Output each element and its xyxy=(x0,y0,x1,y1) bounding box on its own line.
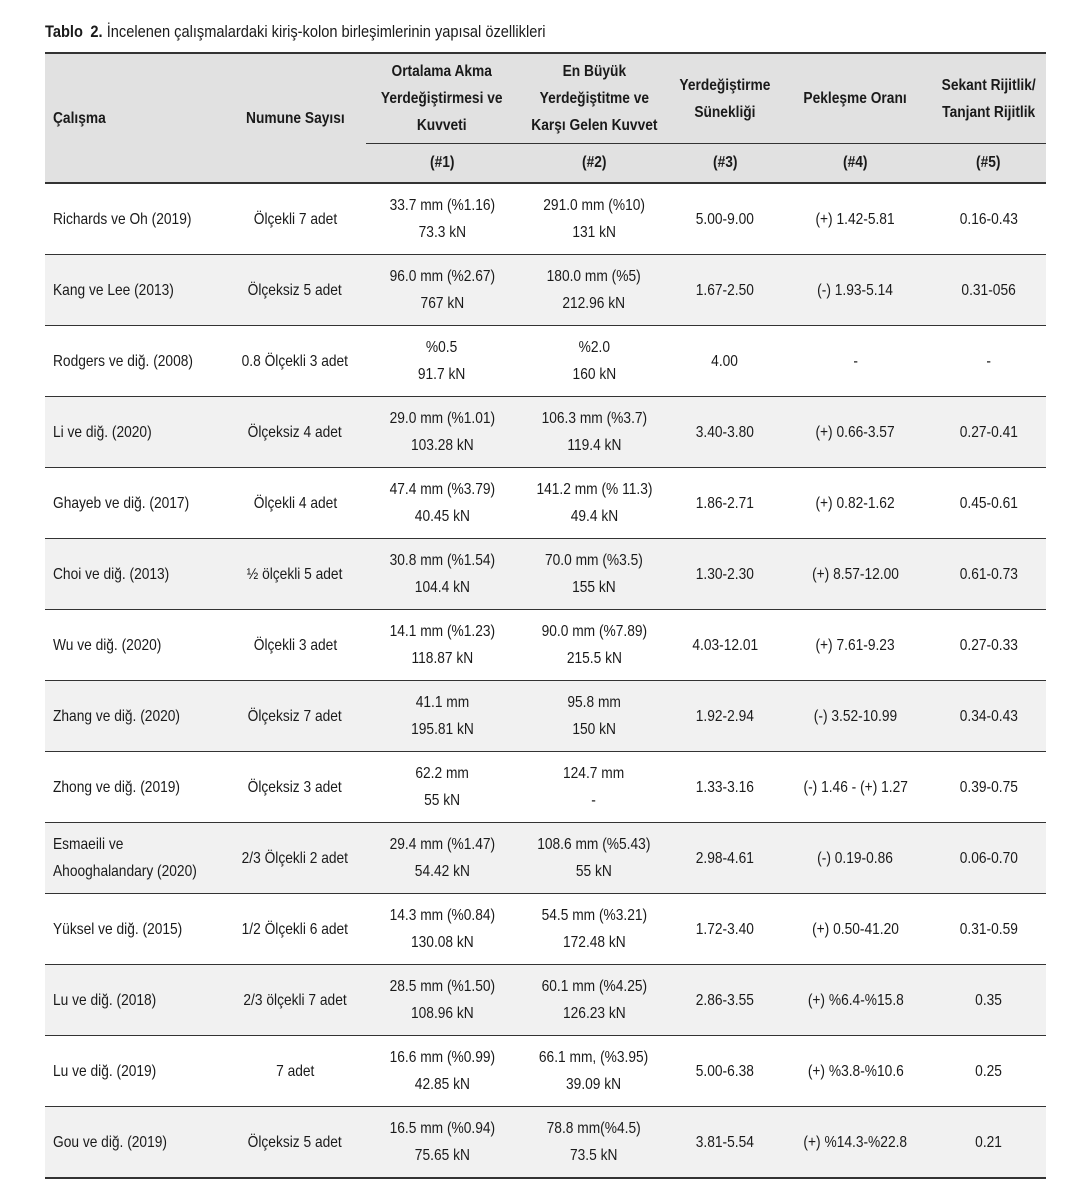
cell-line: 2.98-4.61 xyxy=(695,849,755,867)
header-code-label: (#5) xyxy=(976,154,1001,171)
cell-max-displacement xyxy=(518,823,670,894)
cell-stiffness-ratio xyxy=(931,255,1046,326)
header-line: Yerdeğiştirme xyxy=(679,76,771,94)
cell-line: Wu ve diğ. (2020) xyxy=(53,636,162,654)
cell-avg-yield xyxy=(366,1107,518,1179)
cell-hardening-ratio xyxy=(780,255,931,326)
cell-stiffness-ratio xyxy=(931,397,1046,468)
cell-avg-yield xyxy=(366,326,518,397)
cell-line: 0.34-0.43 xyxy=(959,707,1018,725)
table-row xyxy=(45,539,1046,610)
cell-line: 0.45-0.61 xyxy=(959,494,1018,512)
header-stiffness-ratio xyxy=(931,53,1046,144)
cell-line: 0.31-056 xyxy=(961,281,1016,299)
cell-line: 215.5 kN xyxy=(566,650,622,667)
cell-line: 78.8 mm(%4.5) xyxy=(546,1120,642,1137)
cell-line: 0.25 xyxy=(975,1062,1002,1080)
cell-line: 1.72-3.40 xyxy=(695,920,755,938)
cell-line: 30.8 mm (%1.54) xyxy=(389,552,495,569)
cell-avg-yield xyxy=(366,681,518,752)
cell-hardening-ratio xyxy=(780,1107,931,1179)
header-code xyxy=(931,144,1046,184)
cell-line: 108.6 mm (%5.43) xyxy=(537,836,651,853)
cell-stiffness-ratio xyxy=(931,183,1046,255)
cell-line: Lu ve diğ. (2019) xyxy=(53,1062,157,1080)
cell-ductility xyxy=(670,1036,780,1107)
cell-line: 5.00-9.00 xyxy=(695,210,755,228)
cell-line: 47.4 mm (%3.79) xyxy=(389,481,495,498)
table-row xyxy=(45,752,1046,823)
cell-line: 104.4 kN xyxy=(414,579,470,596)
cell-line: %2.0 xyxy=(578,339,610,356)
cell-hardening-ratio xyxy=(780,894,931,965)
header-code-label: (#4) xyxy=(843,154,868,171)
cell-line: - xyxy=(853,352,858,370)
cell-specimens xyxy=(224,610,366,681)
cell-avg-yield xyxy=(366,752,518,823)
cell-line: - xyxy=(986,352,991,370)
cell-line: Yüksel ve diğ. (2015) xyxy=(53,920,183,938)
cell-hardening-ratio xyxy=(780,539,931,610)
header-avg-yield xyxy=(366,53,518,144)
cell-line: 73.5 kN xyxy=(570,1147,618,1164)
header-max-displacement xyxy=(518,53,670,144)
header-code-label: (#3) xyxy=(712,154,738,171)
cell-line: 141.2 mm (% 11.3) xyxy=(536,481,652,498)
cell-stiffness-ratio xyxy=(931,752,1046,823)
header-line: Çalışma xyxy=(53,109,106,127)
header-code-label: (#1) xyxy=(429,154,455,171)
cell-line: 118.87 kN xyxy=(411,650,473,667)
header-line: Yerdeğiştirmesi ve xyxy=(381,90,503,107)
cell-study xyxy=(45,681,224,752)
cell-stiffness-ratio xyxy=(931,894,1046,965)
table-row xyxy=(45,468,1046,539)
cell-max-displacement xyxy=(518,468,670,539)
cell-line: 767 kN xyxy=(420,295,464,312)
cell-line: 1/2 Ölçekli 6 adet xyxy=(241,920,349,938)
cell-line: (-) 1.46 - (+) 1.27 xyxy=(803,778,908,796)
cell-line: 95.8 mm xyxy=(567,694,621,711)
cell-line: 90.0 mm (%7.89) xyxy=(541,623,647,640)
cell-hardening-ratio xyxy=(780,1036,931,1107)
cell-line: Li ve diğ. (2020) xyxy=(53,423,152,441)
cell-line: (+) %14.3-%22.8 xyxy=(803,1133,908,1151)
cell-line: 212.96 kN xyxy=(562,295,626,312)
cell-line: 0.21 xyxy=(975,1133,1002,1151)
cell-specimens xyxy=(224,823,366,894)
cell-line: 1.67-2.50 xyxy=(695,281,755,299)
cell-line: 108.96 kN xyxy=(410,1005,474,1022)
cell-max-displacement xyxy=(518,752,670,823)
cell-line: 291.0 mm (%10) xyxy=(543,197,645,214)
cell-avg-yield xyxy=(366,894,518,965)
cell-line: 73.3 kN xyxy=(418,224,466,241)
table-row xyxy=(45,1107,1046,1179)
cell-line: 42.85 kN xyxy=(414,1076,470,1093)
cell-study xyxy=(45,326,224,397)
cell-line: Kang ve Lee (2013) xyxy=(53,281,174,299)
cell-line: (+) %6.4-%15.8 xyxy=(807,991,904,1009)
cell-specimens xyxy=(224,255,366,326)
cell-ductility xyxy=(670,255,780,326)
cell-line: 55 kN xyxy=(576,863,612,880)
cell-study xyxy=(45,183,224,255)
cell-line: 49.4 kN xyxy=(570,508,618,525)
cell-line: (-) 0.19-0.86 xyxy=(817,849,894,867)
header-row-titles xyxy=(45,53,1046,144)
cell-study xyxy=(45,397,224,468)
cell-line: (-) 3.52-10.99 xyxy=(813,707,898,725)
cell-stiffness-ratio xyxy=(931,823,1046,894)
cell-hardening-ratio xyxy=(780,468,931,539)
table-row xyxy=(45,326,1046,397)
cell-max-displacement xyxy=(518,681,670,752)
cell-line: 180.0 mm (%5) xyxy=(546,268,642,285)
cell-max-displacement xyxy=(518,397,670,468)
table-row xyxy=(45,397,1046,468)
cell-line: 119.4 kN xyxy=(566,437,622,454)
cell-line: Ölçekli 7 adet xyxy=(253,210,337,228)
header-line: Kuvveti xyxy=(417,117,467,134)
cell-line: 150 kN xyxy=(572,721,616,738)
cell-line: 28.5 mm (%1.50) xyxy=(389,978,495,995)
header-ductility xyxy=(670,53,780,144)
cell-line: Choi ve diğ. (2013) xyxy=(53,565,170,583)
cell-line: 131 kN xyxy=(572,224,616,241)
cell-specimens xyxy=(224,468,366,539)
cell-line: 1.86-2.71 xyxy=(695,494,755,512)
cell-avg-yield xyxy=(366,965,518,1036)
table-row xyxy=(45,823,1046,894)
header-line: Sekant Rijitlik/ xyxy=(941,76,1036,94)
cell-study xyxy=(45,752,224,823)
cell-max-displacement xyxy=(518,965,670,1036)
caption-text: İncelenen çalışmalardaki kiriş-kolon birleşimlerinin yapısal özellikleri xyxy=(106,22,546,41)
cell-avg-yield xyxy=(366,823,518,894)
cell-line: 60.1 mm (%4.25) xyxy=(541,978,647,995)
cell-line: 0.06-0.70 xyxy=(959,849,1018,867)
header-specimen-count xyxy=(224,53,366,183)
header-line: Tanjant Rijitlik xyxy=(941,103,1036,121)
cell-study xyxy=(45,539,224,610)
cell-line: Lu ve diğ. (2018) xyxy=(53,991,157,1009)
cell-max-displacement xyxy=(518,1107,670,1179)
table-caption xyxy=(45,22,545,42)
cell-specimens xyxy=(224,894,366,965)
cell-line: Ölçeksiz 7 adet xyxy=(247,707,343,725)
header-line: Numune Sayısı xyxy=(245,109,345,127)
cell-stiffness-ratio xyxy=(931,1107,1046,1179)
cell-stiffness-ratio xyxy=(931,539,1046,610)
header-line: Ortalama Akma xyxy=(391,63,493,80)
cell-line: Ölçekli 4 adet xyxy=(253,494,337,512)
table-row xyxy=(45,1036,1046,1107)
header-line: Karşı Gelen Kuvvet xyxy=(530,117,658,134)
cell-ductility xyxy=(670,752,780,823)
header-code xyxy=(780,144,931,184)
cell-hardening-ratio xyxy=(780,752,931,823)
cell-stiffness-ratio xyxy=(931,326,1046,397)
cell-hardening-ratio xyxy=(780,397,931,468)
cell-line: Esmaeili ve xyxy=(53,836,124,853)
cell-line: 0.39-0.75 xyxy=(959,778,1018,796)
cell-ductility xyxy=(670,610,780,681)
cell-specimens xyxy=(224,397,366,468)
cell-line: Ahooghalandary (2020) xyxy=(53,863,197,880)
cell-line: Ölçeksiz 5 adet xyxy=(247,1133,343,1151)
cell-stiffness-ratio xyxy=(931,965,1046,1036)
cell-line: Ölçeksiz 3 adet xyxy=(247,778,343,796)
cell-hardening-ratio xyxy=(780,610,931,681)
cell-ductility xyxy=(670,894,780,965)
cell-line: (+) 0.66-3.57 xyxy=(815,423,896,441)
cell-max-displacement xyxy=(518,255,670,326)
beam-column-connections-table xyxy=(45,52,1046,1179)
header-code xyxy=(670,144,780,184)
cell-line: 29.4 mm (%1.47) xyxy=(389,836,495,853)
cell-hardening-ratio xyxy=(780,681,931,752)
cell-line: 91.7 kN xyxy=(418,366,466,383)
cell-line: 0.31-0.59 xyxy=(959,920,1018,938)
header-hardening-ratio xyxy=(780,53,931,144)
header-code-label: (#2) xyxy=(581,154,607,171)
table-row xyxy=(45,965,1046,1036)
cell-line: Zhang ve diğ. (2020) xyxy=(53,707,180,725)
cell-hardening-ratio xyxy=(780,965,931,1036)
cell-hardening-ratio xyxy=(780,823,931,894)
caption-label: Tablo xyxy=(45,22,83,41)
cell-avg-yield xyxy=(366,468,518,539)
cell-avg-yield xyxy=(366,539,518,610)
cell-line: Ölçeksiz 4 adet xyxy=(247,423,343,441)
cell-line: 1.30-2.30 xyxy=(695,565,755,583)
cell-avg-yield xyxy=(366,610,518,681)
cell-line: 14.3 mm (%0.84) xyxy=(389,907,495,924)
cell-line: 3.81-5.54 xyxy=(695,1133,755,1151)
table-header xyxy=(45,53,1046,183)
cell-line: 130.08 kN xyxy=(410,934,474,951)
cell-line: 124.7 mm xyxy=(563,765,625,782)
table-row xyxy=(45,610,1046,681)
cell-line: 0.8 Ölçekli 3 adet xyxy=(241,352,349,370)
cell-line: Ghayeb ve diğ. (2017) xyxy=(53,494,190,512)
cell-line: 70.0 mm (%3.5) xyxy=(545,552,643,569)
cell-line: 126.23 kN xyxy=(562,1005,626,1022)
cell-specimens xyxy=(224,1036,366,1107)
cell-line: 2.86-3.55 xyxy=(695,991,755,1009)
cell-max-displacement xyxy=(518,326,670,397)
cell-study xyxy=(45,1036,224,1107)
cell-line: 7 adet xyxy=(275,1062,315,1080)
cell-specimens xyxy=(224,326,366,397)
cell-line: 0.61-0.73 xyxy=(959,565,1018,583)
cell-line: 39.09 kN xyxy=(566,1076,622,1093)
header-study xyxy=(45,53,224,183)
cell-ductility xyxy=(670,965,780,1036)
cell-line: Gou ve diğ. (2019) xyxy=(53,1133,167,1151)
cell-hardening-ratio xyxy=(780,183,931,255)
cell-line: (+) 0.82-1.62 xyxy=(815,494,896,512)
cell-avg-yield xyxy=(366,255,518,326)
cell-specimens xyxy=(224,1107,366,1179)
cell-line: 0.16-0.43 xyxy=(959,210,1018,228)
cell-line: 29.0 mm (%1.01) xyxy=(389,410,495,427)
cell-max-displacement xyxy=(518,610,670,681)
cell-line: 195.81 kN xyxy=(410,721,474,738)
cell-line: 0.27-0.33 xyxy=(959,636,1018,654)
cell-line: 4.00 xyxy=(711,352,739,370)
cell-line: 2/3 Ölçekli 2 adet xyxy=(241,849,349,867)
cell-line: Rodgers ve diğ. (2008) xyxy=(53,352,193,370)
cell-line: (+) 8.57-12.00 xyxy=(812,565,899,583)
cell-ductility xyxy=(670,468,780,539)
cell-line: - xyxy=(591,792,597,809)
cell-study xyxy=(45,1107,224,1179)
cell-line: Ölçekli 3 adet xyxy=(253,636,337,654)
cell-study xyxy=(45,823,224,894)
cell-ductility xyxy=(670,1107,780,1179)
header-code xyxy=(366,144,518,184)
cell-study xyxy=(45,468,224,539)
table-row xyxy=(45,681,1046,752)
cell-line: 0.35 xyxy=(975,991,1002,1009)
cell-line: 160 kN xyxy=(572,366,616,383)
cell-line: 106.3 mm (%3.7) xyxy=(541,410,647,427)
cell-line: 1.92-2.94 xyxy=(695,707,755,725)
cell-line: 55 kN xyxy=(424,792,460,809)
header-line: En Büyük xyxy=(562,63,626,80)
cell-line: 0.27-0.41 xyxy=(959,423,1018,441)
header-line: Pekleşme Oranı xyxy=(803,90,908,107)
cell-line: Zhong ve diğ. (2019) xyxy=(53,778,180,796)
cell-specimens xyxy=(224,539,366,610)
table-row xyxy=(45,183,1046,255)
cell-line: (+) 7.61-9.23 xyxy=(815,636,896,654)
cell-line: 103.28 kN xyxy=(410,437,474,454)
cell-stiffness-ratio xyxy=(931,1036,1046,1107)
cell-line: 2/3 ölçekli 7 adet xyxy=(243,991,347,1009)
cell-specimens xyxy=(224,752,366,823)
header-code xyxy=(518,144,670,184)
cell-line: (+) 1.42-5.81 xyxy=(815,210,896,228)
cell-stiffness-ratio xyxy=(931,681,1046,752)
cell-ductility xyxy=(670,183,780,255)
cell-line: (-) 1.93-5.14 xyxy=(817,281,894,299)
cell-line: 16.5 mm (%0.94) xyxy=(389,1120,495,1137)
cell-line: 96.0 mm (%2.67) xyxy=(389,268,495,285)
header-line: Sünekliği xyxy=(694,103,756,121)
cell-line: Ölçeksiz 5 adet xyxy=(247,281,343,299)
cell-line: Richards ve Oh (2019) xyxy=(53,210,192,228)
cell-ductility xyxy=(670,397,780,468)
table-row xyxy=(45,255,1046,326)
cell-study xyxy=(45,894,224,965)
cell-line: %0.5 xyxy=(426,339,458,356)
cell-stiffness-ratio xyxy=(931,468,1046,539)
caption-number: 2. xyxy=(90,22,103,41)
cell-line: 75.65 kN xyxy=(414,1147,470,1164)
cell-line: (+) 0.50-41.20 xyxy=(812,920,899,938)
cell-line: 14.1 mm (%1.23) xyxy=(389,623,495,640)
cell-line: 16.6 mm (%0.99) xyxy=(389,1049,495,1066)
cell-line: 4.03-12.01 xyxy=(692,636,758,654)
cell-avg-yield xyxy=(366,183,518,255)
cell-line: 33.7 mm (%1.16) xyxy=(389,197,495,214)
table-body xyxy=(45,183,1046,1178)
cell-max-displacement xyxy=(518,539,670,610)
cell-line: 41.1 mm xyxy=(415,694,469,711)
cell-line: ½ ölçekli 5 adet xyxy=(247,565,343,583)
cell-specimens xyxy=(224,681,366,752)
cell-avg-yield xyxy=(366,1036,518,1107)
cell-line: 40.45 kN xyxy=(414,508,470,525)
cell-study xyxy=(45,255,224,326)
cell-line: 1.33-3.16 xyxy=(695,778,755,796)
cell-line: 3.40-3.80 xyxy=(695,423,755,441)
cell-max-displacement xyxy=(518,894,670,965)
cell-avg-yield xyxy=(366,397,518,468)
cell-max-displacement xyxy=(518,1036,670,1107)
cell-line: 155 kN xyxy=(572,579,616,596)
header-line: Yerdeğiştitme ve xyxy=(539,90,649,107)
cell-specimens xyxy=(224,965,366,1036)
cell-ductility xyxy=(670,823,780,894)
cell-line: 54.5 mm (%3.21) xyxy=(541,907,647,924)
cell-stiffness-ratio xyxy=(931,610,1046,681)
cell-line: 54.42 kN xyxy=(414,863,470,880)
cell-line: (+) %3.8-%10.6 xyxy=(807,1062,904,1080)
cell-line: 62.2 mm xyxy=(415,765,469,782)
cell-study xyxy=(45,965,224,1036)
cell-specimens xyxy=(224,183,366,255)
cell-study xyxy=(45,610,224,681)
cell-line: 66.1 mm, (%3.95) xyxy=(539,1049,649,1066)
cell-line: 172.48 kN xyxy=(562,934,626,951)
cell-ductility xyxy=(670,326,780,397)
cell-max-displacement xyxy=(518,183,670,255)
cell-hardening-ratio xyxy=(780,326,931,397)
cell-ductility xyxy=(670,539,780,610)
table-row xyxy=(45,894,1046,965)
cell-line: 5.00-6.38 xyxy=(695,1062,755,1080)
cell-ductility xyxy=(670,681,780,752)
